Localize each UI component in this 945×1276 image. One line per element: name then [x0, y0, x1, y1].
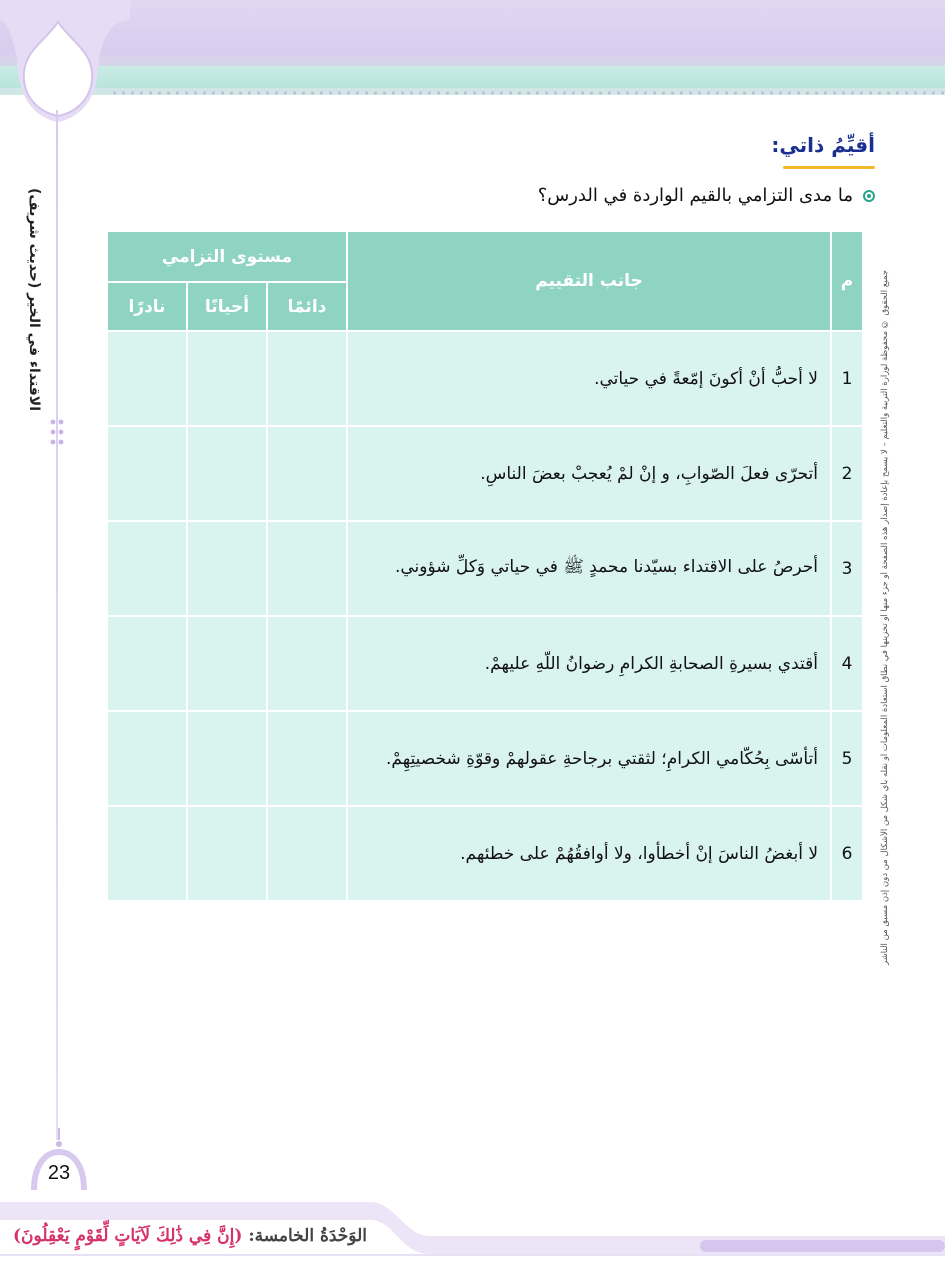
- top-teal-stripe: [0, 66, 945, 88]
- table-row: [107, 426, 863, 521]
- cell-sometimes[interactable]: [187, 806, 267, 901]
- section-title-underline: [783, 166, 875, 169]
- row-aspect-text: أتحرّى فعلَ الصّوابِ، و إنْ لمْ يُعجبْ بعضَ الناسِ.: [347, 426, 831, 521]
- cell-sometimes[interactable]: [187, 426, 267, 521]
- cell-always[interactable]: [267, 331, 347, 426]
- row-aspect-text: أقتدي بسيرةِ الصحابةِ الكرامِ رضوانُ اللّهِ عليهمْ.: [347, 616, 831, 711]
- corner-dome-ornament: [0, 0, 130, 130]
- question-text: ما مدى التزامي بالقيم الواردة في الدرس؟: [537, 185, 853, 206]
- row-number: 2: [831, 426, 863, 521]
- header-aspect: جانب التقييم: [347, 231, 831, 331]
- side-vertical-line: [56, 110, 58, 1140]
- page-number-badge: [28, 1128, 90, 1198]
- cell-always[interactable]: [267, 711, 347, 806]
- cell-rarely[interactable]: [107, 806, 187, 901]
- header-rarely: نادرًا: [107, 282, 187, 331]
- table-row: [107, 616, 863, 711]
- header-number: م: [831, 231, 863, 331]
- table-row: [107, 331, 863, 426]
- row-number: 5: [831, 711, 863, 806]
- side-lesson-title: الاقتداء في الخير (حديث شريف): [26, 188, 42, 412]
- cell-always[interactable]: [267, 426, 347, 521]
- cell-rarely[interactable]: [107, 426, 187, 521]
- table-row: [107, 521, 863, 616]
- row-aspect-text: أتأسّى بِحُكّامي الكرامِ؛ لثقتي برجاحةِ عقولهمْ وقوّةِ شخصيتِهِمْ.: [347, 711, 831, 806]
- header-commitment-level: مستوى التزامي: [107, 231, 347, 282]
- cell-sometimes[interactable]: [187, 521, 267, 616]
- header-sometimes: أحيانًا: [187, 282, 267, 331]
- bullet-icon: [863, 190, 875, 202]
- side-dots-ornament: [50, 418, 64, 448]
- row-number: 3: [831, 521, 863, 616]
- row-number: 4: [831, 616, 863, 711]
- cell-always[interactable]: [267, 521, 347, 616]
- cell-rarely[interactable]: [107, 616, 187, 711]
- cell-always[interactable]: [267, 806, 347, 901]
- cell-sometimes[interactable]: [187, 616, 267, 711]
- self-evaluation-table: [106, 230, 864, 902]
- cell-rarely[interactable]: [107, 711, 187, 806]
- row-number: 1: [831, 331, 863, 426]
- copyright-notice: جميع الحقوق © محفوظة لوزارة التربية والتعليم – لا يسمح بإعادة إصدار هذه الصفحة أو جزء منها أو تخزينها في نطاق استعادة المعلومات أو نقله بأي شكل من الأشكال من دون إذن مسبق من الناشر: [880, 270, 890, 966]
- cell-rarely[interactable]: [107, 521, 187, 616]
- top-dotted-border: [110, 90, 945, 96]
- cell-sometimes[interactable]: [187, 711, 267, 806]
- cell-always[interactable]: [267, 616, 347, 711]
- header-always: دائمًا: [267, 282, 347, 331]
- table-row: [107, 806, 863, 901]
- row-number: 6: [831, 806, 863, 901]
- cell-sometimes[interactable]: [187, 331, 267, 426]
- footer-unit-title: [13, 1226, 367, 1246]
- row-aspect-text: أحرصُ على الاقتداء بسيّدنا محمدٍ ﷺ في حياتي وَكلِّ شؤوني.: [347, 521, 831, 616]
- table-row: [107, 711, 863, 806]
- row-aspect-text: لا أحبُّ أنْ أكونَ إمّعةً في حياتي.: [347, 331, 831, 426]
- row-aspect-text: لا أبغضُ الناسَ إنْ أخطأوا، ولا أوافقُهُمْ على خطئهم.: [347, 806, 831, 901]
- question-line: [538, 185, 875, 206]
- footer-unit-label: الوَحْدَةُ الخامسة:: [248, 1226, 367, 1246]
- page-number: 23: [47, 1162, 71, 1184]
- section-title: أقيِّمُ ذاتي:: [771, 133, 875, 157]
- footer-quran-verse: (إِنَّ فِي ذَٰلِكَ لَآيَاتٍ لِّقَوْمٍ يَعْقِلُونَ): [13, 1226, 243, 1246]
- cell-rarely[interactable]: [107, 331, 187, 426]
